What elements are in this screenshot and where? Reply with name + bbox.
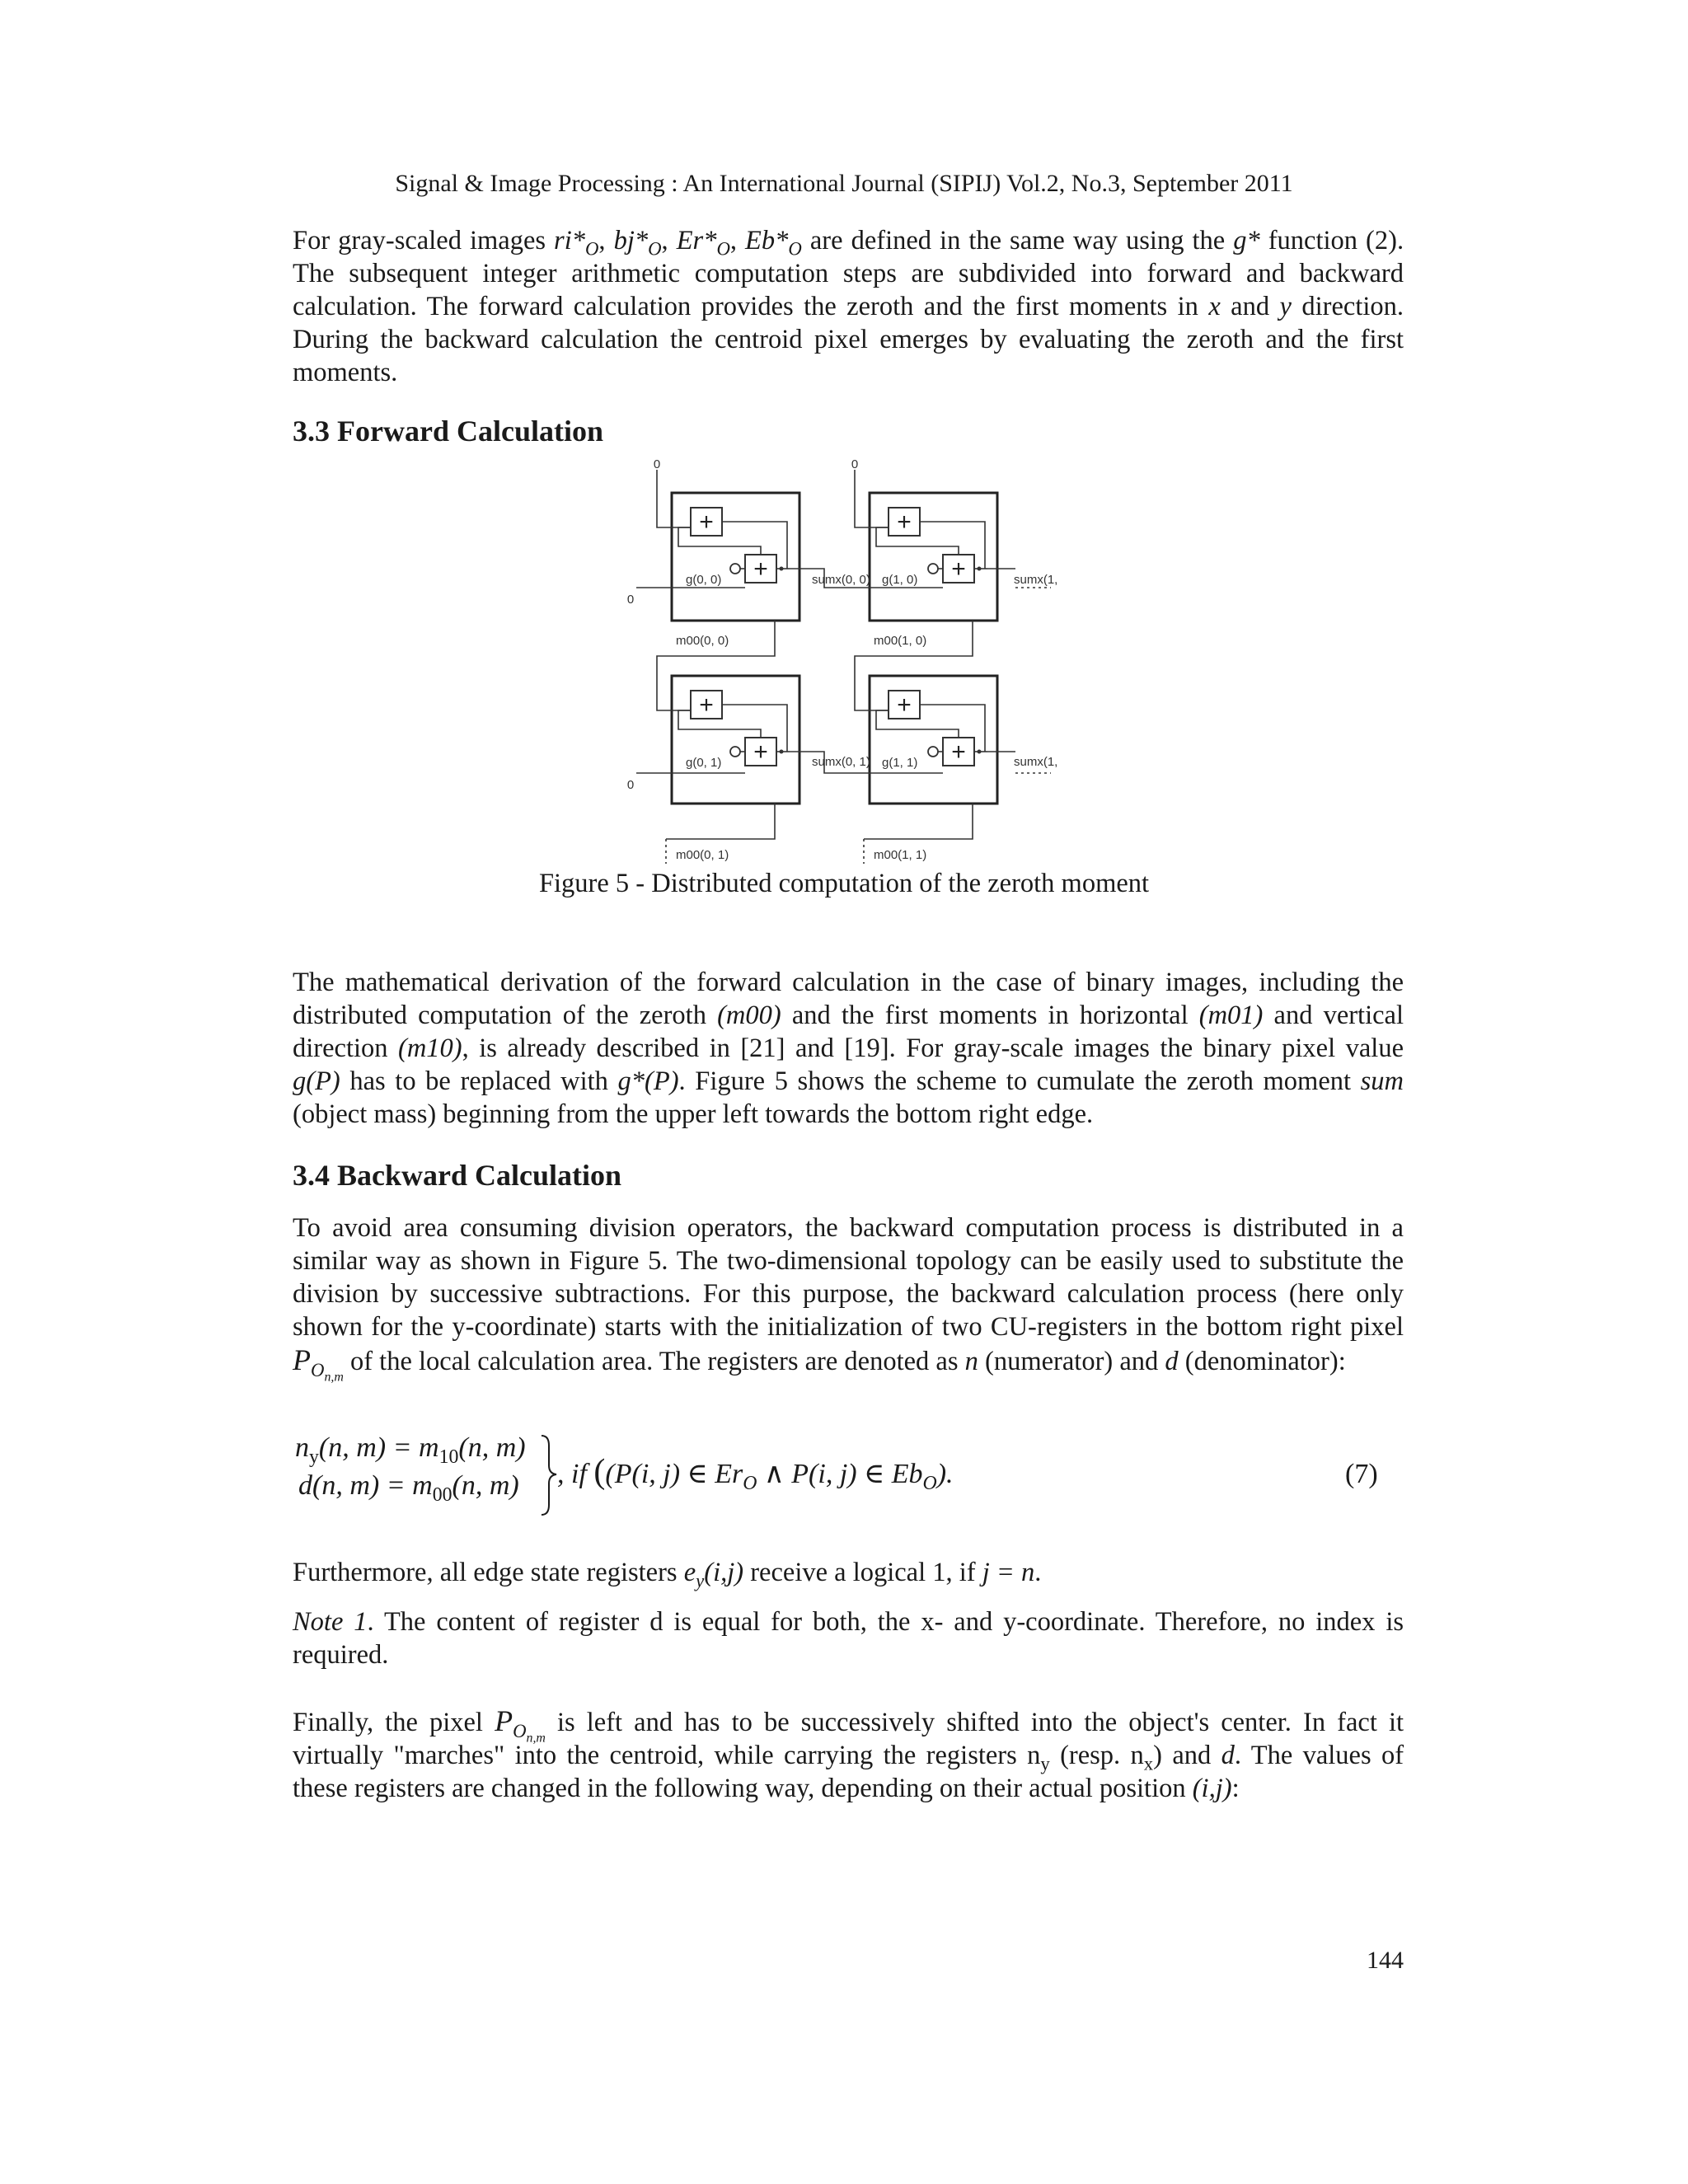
label-m00-11: m00(1, 1) [874,848,927,862]
page-number: 144 [1367,1947,1404,1974]
intro-paragraph: For gray-scaled images $ri*_O$, $bj*_O$, $Er*_O$, $Eb*_O$ are defined in the same way using the g* function (2). The subsequent integer arithmetic computation steps are subdivided into forward and backward calculation. The forward calculation provides the zeroth and the first moments in x and y direction. During the backward calculation the centroid pixel emerges by evaluating the zeroth and the first moments. [293,226,1404,387]
input-zero-left-1: 0 [626,593,635,607]
label-g10: g(1, 0) [882,573,918,587]
note-1-paragraph: Note 1. The content of register d is equal for both, the x- and y-coordinate. Therefore, no index is required. [293,1607,1404,1670]
label-m00-00: m00(0, 0) [676,634,729,648]
equation-number: (7) [1345,1459,1378,1489]
label-sumx00: sumx(0, 0) [812,573,870,587]
section-heading-3-3: 3.3 Forward Calculation [293,415,603,448]
label-sumx01: sumx(0, 1) [812,755,870,769]
input-zero-left-2: 0 [626,778,635,792]
input-zero-top-1: 0 [653,457,661,471]
label-m00-01: m00(0, 1) [676,848,729,862]
label-sumx10: sumx(1, [1014,573,1058,587]
label-m00-10: m00(1, 0) [874,634,927,648]
running-header: Signal & Image Processing : An International Journal (SIPIJ) Vol.2, No.3, September 2011 [395,170,1293,197]
label-g11: g(1, 1) [882,756,918,770]
edge-state-paragraph: Furthermore, all edge state registers $e_y(i,j)$ receive a logical 1, if j = n. [293,1558,1042,1591]
input-zero-top-2: 0 [851,457,859,471]
label-sumx11: sumx(1, [1014,755,1058,769]
label-g01: g(0, 1) [686,756,722,770]
section-heading-3-4: 3.4 Backward Calculation [293,1159,622,1192]
figure-5-caption: Figure 5 - Distributed computation of the zeroth moment [538,869,1150,898]
forward-calculation-paragraph: The mathematical derivation of the forward calculation in the case of binary images, including the distributed computation of the zeroth (m00) and the first moments in horizontal (m01) and vertical direction (m10), is already described in [21] and [19]. For gray-scale images the binary pixel value g(P) has to be replaced with g*(P). Figure 5 shows the scheme to cumulate the zeroth moment sum (object mass) beginning from the upper left towards the bottom right edge. [293,968,1404,1129]
figure-5-diagram: + + 0 0 0 0 g(0, 0) g(1, 0) g(0, 1) g(1, 1) sumx(0, 0) sumx(1, sumx(0, 1) sumx(1, m00(0, 0) m00(1, 0) m00(0, 1) m00(1, 1) [27,457,1058,862]
final-paragraph: Finally, the pixel $P_{O_{n,m}}$ is left and has to be successively shifted into the object's center. In fact it virtually "marches" into the centroid, while carrying the registers $n_y$ (resp. $n_x$) and d. The values of these registers are changed in the following way, depending on their actual position (i,j): [293,1704,1404,1803]
backward-calculation-paragraph: To avoid area consuming division operators, the backward computation process is distributed in a similar way as shown in Figure 5. The two-dimensional topology can be easily used to substitute the division by successive subtractions. For this purpose, the backward calculation process (here only shown for the y-coordinate) starts with the initialization of two CU-registers in the bottom right pixel $P_{O_{n,m}}$ of the local calculation area. The registers are denoted as n (numerator) and d (denominator): [293,1213,1404,1385]
equation-brace [539,1434,559,1516]
label-g00: g(0, 0) [686,573,722,587]
